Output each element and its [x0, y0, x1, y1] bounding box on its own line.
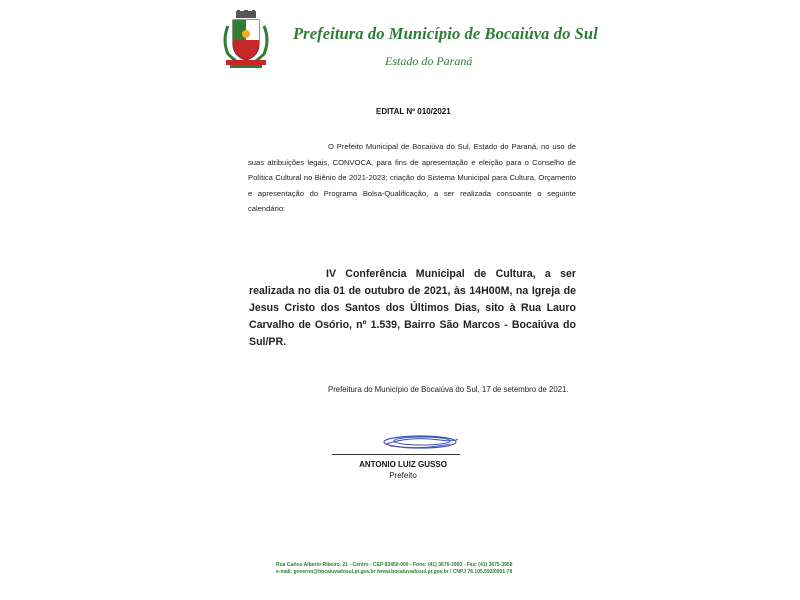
- municipal-crest-icon: [220, 10, 272, 70]
- state-subtitle: Estado do Paraná: [385, 54, 473, 68]
- intro-paragraph: O Prefeito Municipal de Bocaiúva do Sul, Estado do Paraná, no uso de suas atribuições legais, CONVOCA, para fins de apresentação e eleição para o Conselho de Política Cultural no Biênio de 2021-2023; criação do Sistema Municipal para Cultura, Orçamento e apresentação do Programa Bolsa-Qualificação, a ser realizada consoante o seguinte calendário:: [248, 142, 576, 213]
- footer-email-web: e-mail: governo@bocaiuvadosul.pr.gov.br /www.bocaiuvadosul.pr.gov.br / CNPJ 76.105.592/0001-78: [276, 569, 513, 575]
- dateline: Prefeitura do Município de Bocaiúva do Sul, 17 de setembro de 2021.: [328, 385, 569, 394]
- footer-address: Rua Carlos Alberto Ribeiro, 21 - Centro - CEP 83450-000 - Fone: (41) 3675-3950 - Fax: (41) 3675-3958: [276, 562, 513, 568]
- signer-name: ANTONIO LUIZ GUSSO: [359, 460, 447, 469]
- edital-heading: EDITAL Nº 010/2021: [376, 107, 451, 116]
- signature-line: [332, 454, 460, 455]
- footer-contact: [276, 562, 556, 576]
- conference-announcement: IV Conferência Municipal de Cultura, a ser realizada no dia 01 de outubro de 2021, às 14H00M, na Igreja de Jesus Cristo dos Santos dos Últimos Dias, sito à Rua Lauro Carvalho de Osório, nº 1.539, Bairro São Marcos - Bocaiúva do Sul/PR.: [249, 268, 576, 348]
- signer-role: Prefeito: [389, 471, 417, 480]
- signature-icon: [380, 430, 460, 454]
- municipality-title: Prefeitura do Município de Bocaiúva do Sul: [293, 24, 598, 43]
